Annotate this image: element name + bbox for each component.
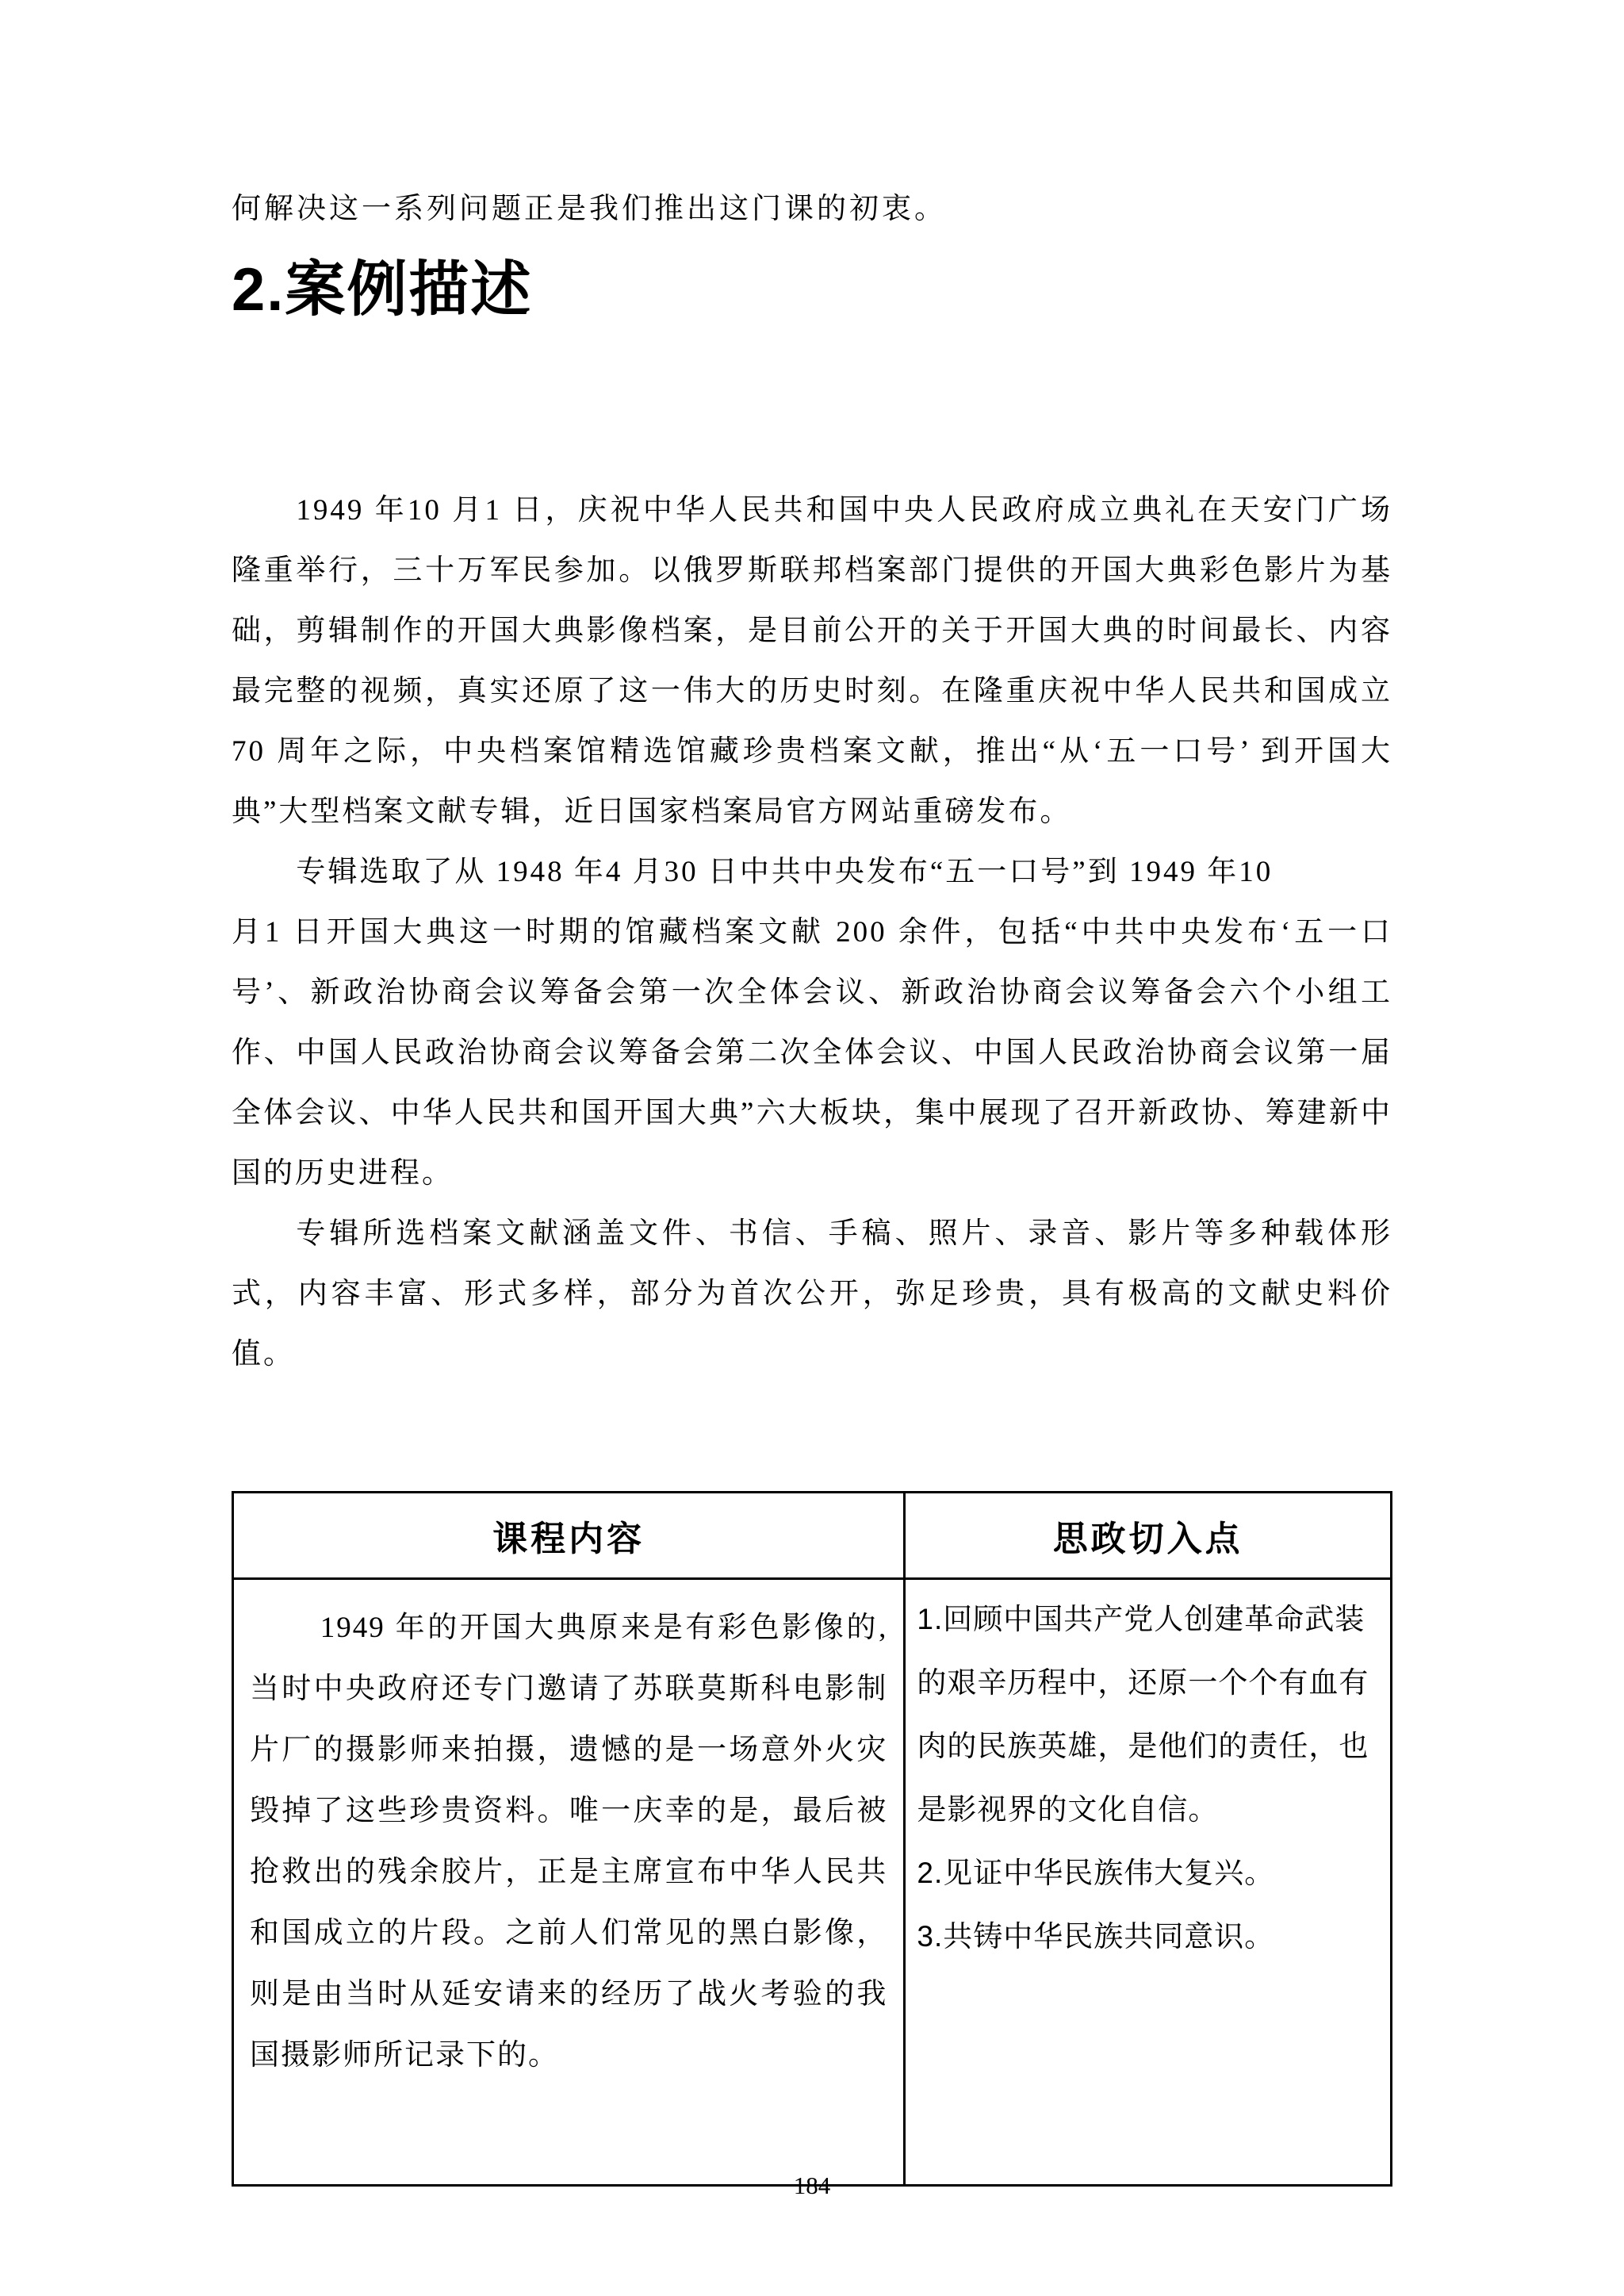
table-header-ideology-entry-point: 思政切入点 (905, 1493, 1392, 1579)
paragraph-2-continuation: 月1 日开国大典这一时期的馆藏档案文献 200 余件，包括“中共中央发布‘五一口号’、新政治协商会议筹备会第一次全体会议、新政治协商会议筹备会六个小组工作、中国人民政治协商会议筹备会第二次全体会议、中国人民政治协商会议第一届全体会议、中华人民共和国开国大典”六大板块，集中展现了召开新政协、筹建新中国的历史进程。 (232, 916, 1392, 1190)
section-heading: 2.案例描述 (232, 256, 533, 324)
page-content (232, 0, 1392, 2187)
table-header-row (233, 1493, 1392, 1579)
table-cell-course-content (233, 1579, 905, 2186)
paragraph-2-first-line: 专辑选取了从 1948 年4 月30 日中共中央发布“五一口号”到 1949 年10 (296, 856, 1274, 888)
intro-paragraph-continuation: 何解决这一系列问题正是我们推出这门课的初衷。 (232, 193, 947, 225)
ideology-point-1: 1.回顾中国共产党人创建革命武装的艰辛历程中，还原一个个有血有肉的民族英雄，是他们的责任，也是影视界的文化自信。 (917, 1603, 1369, 1826)
ideology-point-3: 3.共铸中华民族共同意识。 (917, 1920, 1275, 1953)
table-body-row (233, 1579, 1392, 2186)
table-cell-ideology-points (905, 1579, 1392, 2186)
paragraph-3: 专辑所选档案文献涵盖文件、书信、手稿、照片、录音、影片等多种载体形式，内容丰富、形式多样，部分为首次公开，弥足珍贵，具有极高的文献史料价值。 (232, 1217, 1392, 1370)
table-header-course-content: 课程内容 (233, 1493, 905, 1579)
course-ideology-table (232, 1491, 1392, 2187)
body-text (232, 481, 1392, 1385)
page-number: 184 (793, 2171, 831, 2199)
course-content-text: 1949 年的开国大典原来是有彩色影像的,当时中央政府还专门邀请了苏联莫斯科电影制片厂的摄影师来拍摄，遗憾的是一场意外火灾毁掉了这些珍贵资料。唯一庆幸的是，最后被抢救出的残余胶片，正是主席宣布中华人民共和国成立的片段。之前人们常见的黑白影像，则是由当时从延安请来的经历了战火考验的我国摄影师所记录下的。 (250, 1612, 888, 2072)
paragraph-1: 1949 年10 月1 日，庆祝中华人民共和国中央人民政府成立典礼在天安门广场隆重举行，三十万军民参加。以俄罗斯联邦档案部门提供的开国大典彩色影片为基础，剪辑制作的开国大典影像档案，是目前公开的关于开国大典的时间最长、内容最完整的视频，真实还原了这一伟大的历史时刻。在隆重庆祝中华人民共和国成立70 周年之际，中央档案馆精选馆藏珍贵档案文献，推出“从‘五一口号’ 到开国大典”大型档案文献专辑，近日国家档案局官方网站重磅发布。 (232, 494, 1392, 828)
ideology-point-2: 2.见证中华民族伟大复兴。 (917, 1857, 1275, 1889)
